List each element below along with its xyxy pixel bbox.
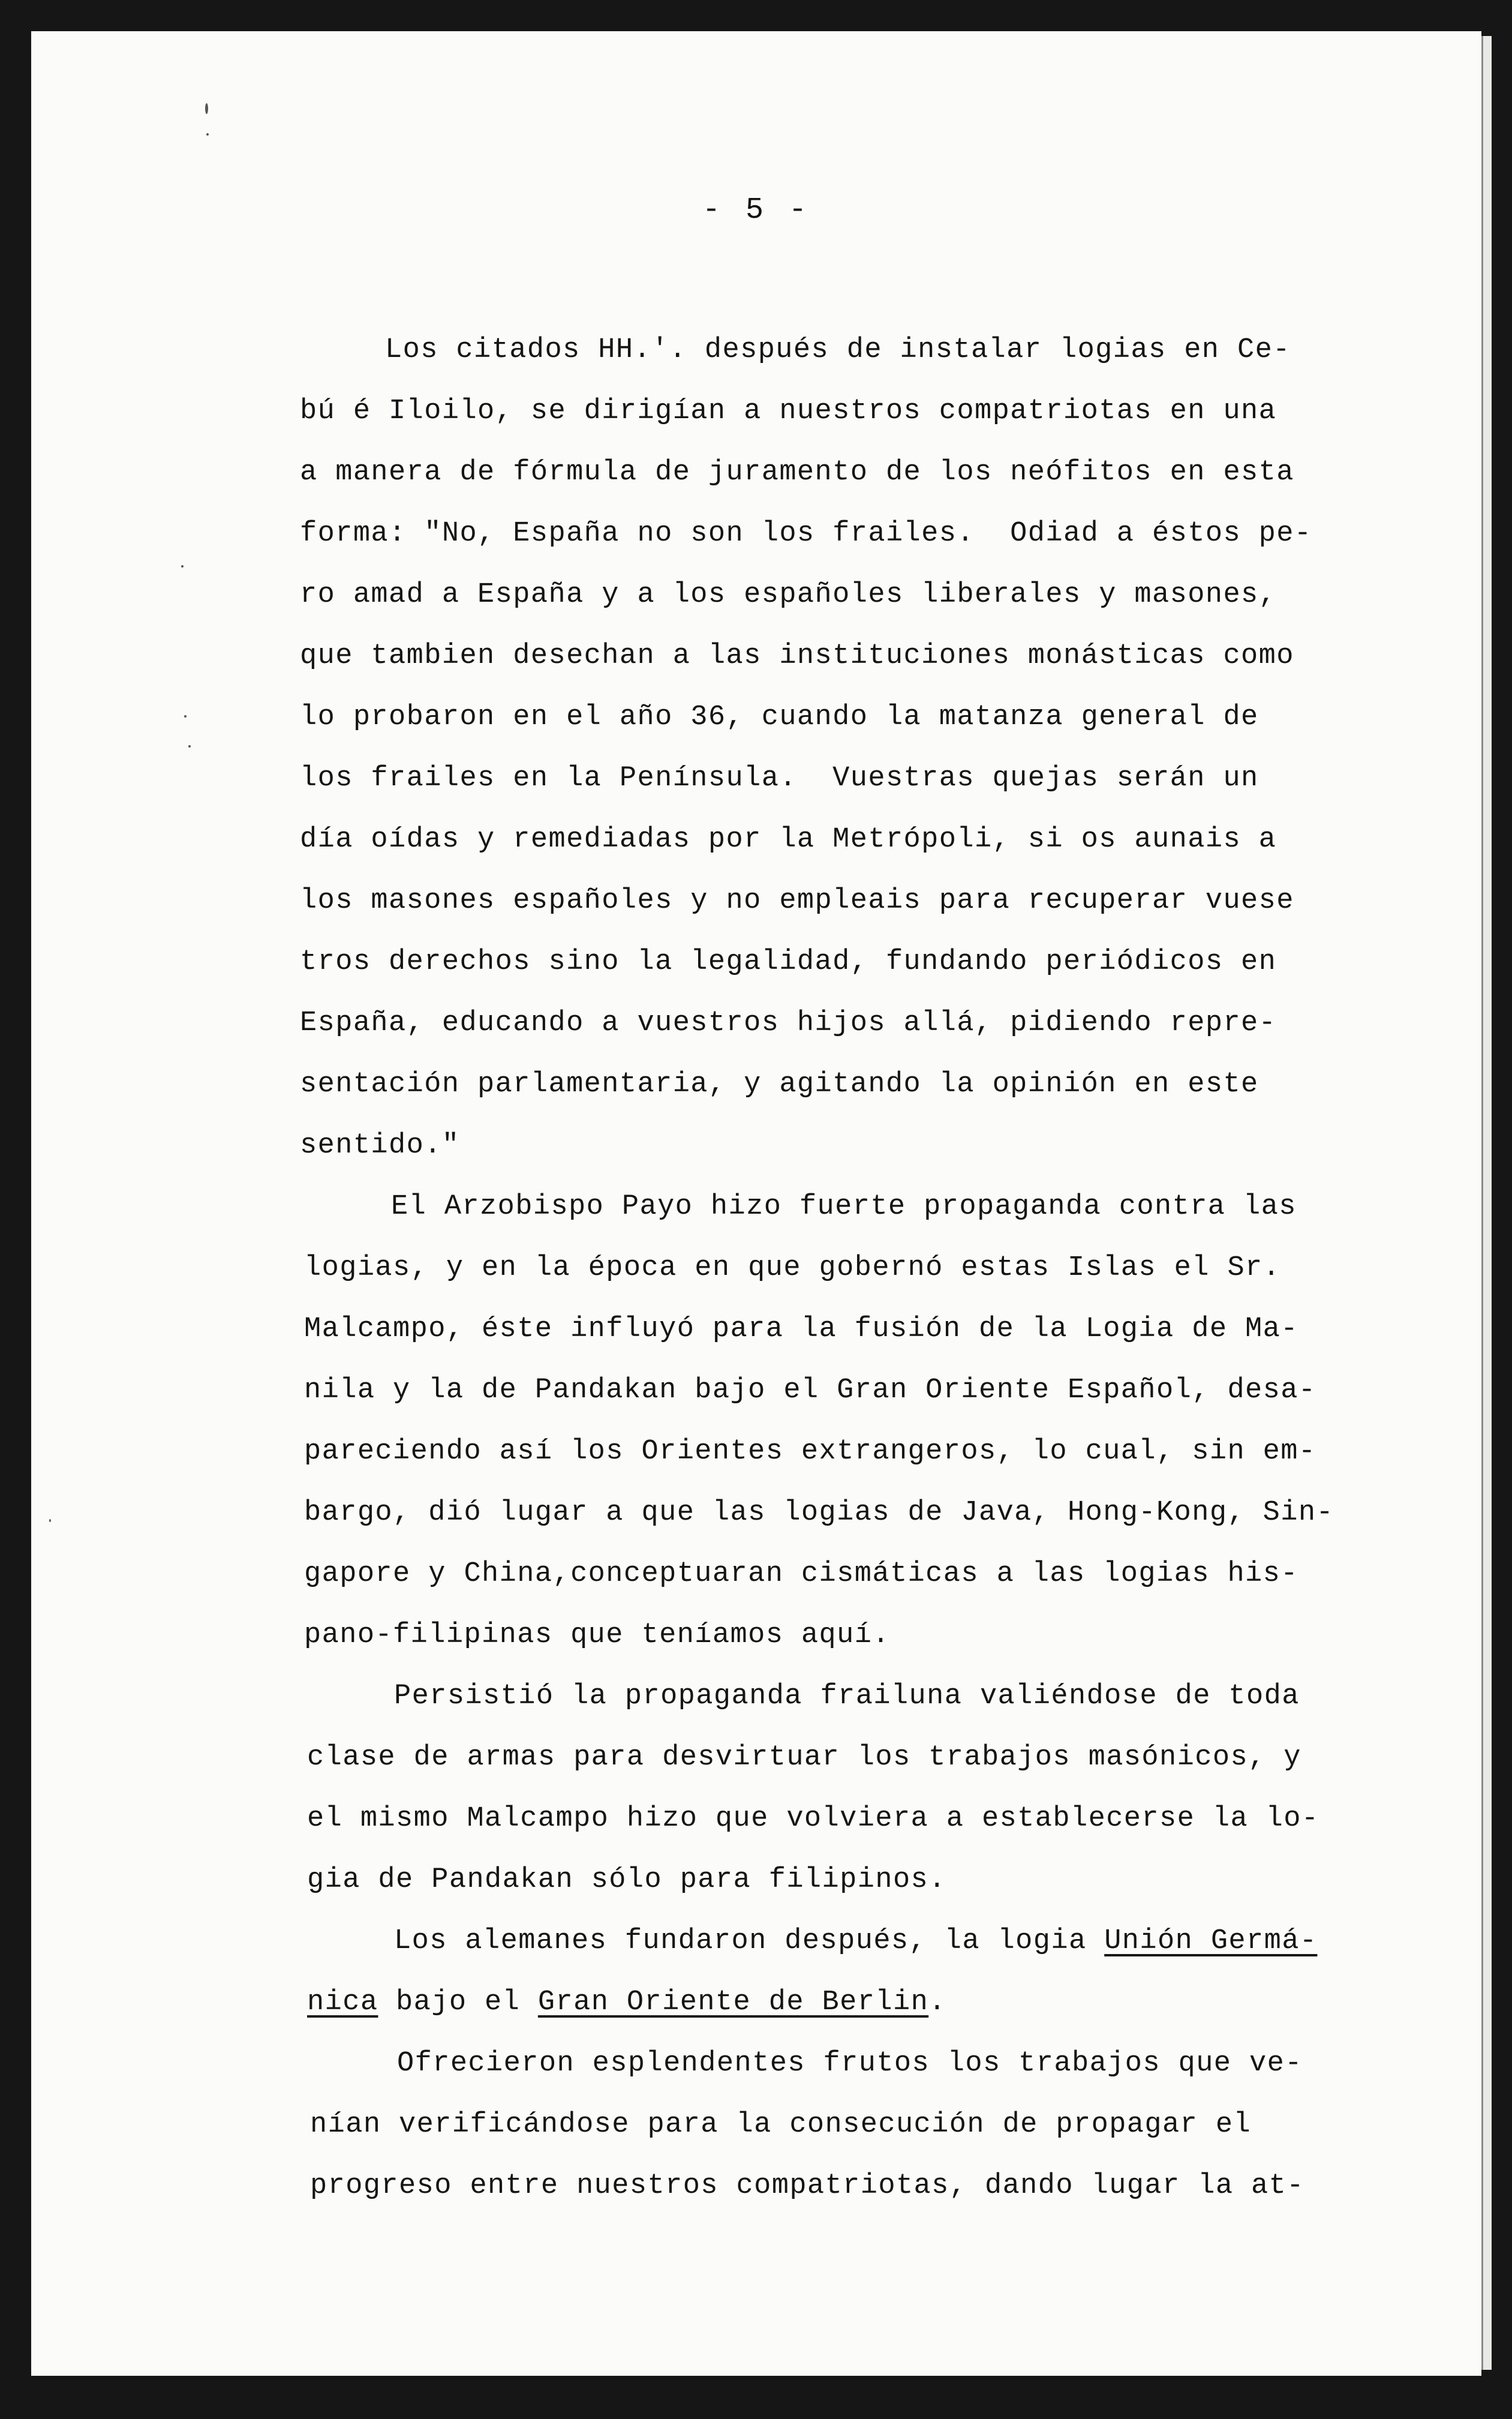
text-line: nila y la de Pandakan bajo el Gran Oriente Español, desa- — [304, 1374, 1316, 1406]
text-line: El Arzobispo Payo hizo fuerte propaganda contra las — [391, 1191, 1297, 1223]
text-line — [307, 1986, 946, 2018]
text-line: sentido." — [300, 1130, 460, 1162]
text-run: . — [928, 1986, 946, 2018]
scan-speck — [49, 1519, 51, 1522]
text-line: Persistió la propaganda frailuna valiéndose de toda — [394, 1680, 1300, 1712]
text-run: bajo el — [378, 1986, 538, 2018]
page-number: - 5 - — [702, 193, 811, 227]
text-line: gia de Pandakan sólo para filipinos. — [307, 1864, 946, 1896]
underlined-grand-orient-name: Gran Oriente de Berlin — [537, 1986, 929, 2018]
text-line: pano-filipinas que teníamos aquí. — [304, 1619, 890, 1651]
text-line: logias, y en la época en que gobernó estas Islas el Sr. — [304, 1252, 1281, 1284]
text-line: que tambien desechan a las instituciones monásticas como — [300, 640, 1294, 672]
text-line: los frailes en la Península. Vuestras quejas serán un — [300, 763, 1259, 794]
text-line: bú é Iloilo, se dirigían a nuestros compatriotas en una — [300, 395, 1277, 427]
text-line: lo probaron en el año 36, cuando la matanza general de — [300, 701, 1259, 733]
scan-speck — [188, 745, 191, 748]
text-line: clase de armas para desvirtuar los trabajos masónicos, y — [307, 1742, 1301, 1773]
text-line: los masones españoles y no empleais para recuperar vuese — [300, 885, 1294, 917]
text-line: ro amad a España y a los españoles liberales y masones, — [300, 579, 1277, 611]
text-line: el mismo Malcampo hizo que volviera a establecerse la lo- — [307, 1803, 1319, 1835]
scan-speck — [184, 715, 187, 718]
text-line: tros derechos sino la legalidad, fundando periódicos en — [300, 946, 1277, 978]
underlined-lodge-name: nica — [307, 1986, 378, 2018]
scan-speck — [205, 103, 208, 114]
scan-speck — [181, 565, 184, 568]
text-line: forma: "No, España no son los frailes. Odiad a éstos pe- — [300, 518, 1312, 550]
text-line: progreso entre nuestros compatriotas, dando lugar la at- — [310, 2170, 1304, 2202]
text-run: Los alemanes fundaron después, la logia — [394, 1925, 1105, 1957]
text-line: sentación parlamentaria, y agitando la opinión en este — [300, 1069, 1259, 1100]
text-line: España, educando a vuestros hijos allá, pidiendo repre- — [300, 1007, 1277, 1039]
scan-speck — [206, 133, 209, 136]
text-line: bargo, dió lugar a que las logias de Java, Hong-Kong, Sin- — [304, 1497, 1334, 1529]
text-line — [394, 1925, 1317, 1957]
text-line: día oídas y remediadas por la Metrópoli, si os aunais a — [300, 824, 1277, 856]
document-page — [31, 31, 1481, 2376]
text-line: pareciendo así los Orientes extrangeros, lo cual, sin em- — [304, 1436, 1316, 1467]
text-line: Los citados HH.'. después de instalar logias en Ce- — [385, 334, 1291, 366]
text-line: gapore y China,conceptuaran cismáticas a las logias his- — [304, 1558, 1298, 1590]
underlined-lodge-name: Unión Germá- — [1104, 1925, 1318, 1957]
page-edge — [1481, 36, 1492, 2370]
text-line: nían verificándose para la consecución de propagar el — [310, 2109, 1252, 2141]
text-line: Ofrecieron esplendentes frutos los trabajos que ve- — [397, 2048, 1303, 2079]
text-line: a manera de fórmula de juramento de los neófitos en esta — [300, 457, 1294, 488]
text-line: Malcampo, éste influyó para la fusión de la Logia de Ma- — [304, 1313, 1298, 1345]
